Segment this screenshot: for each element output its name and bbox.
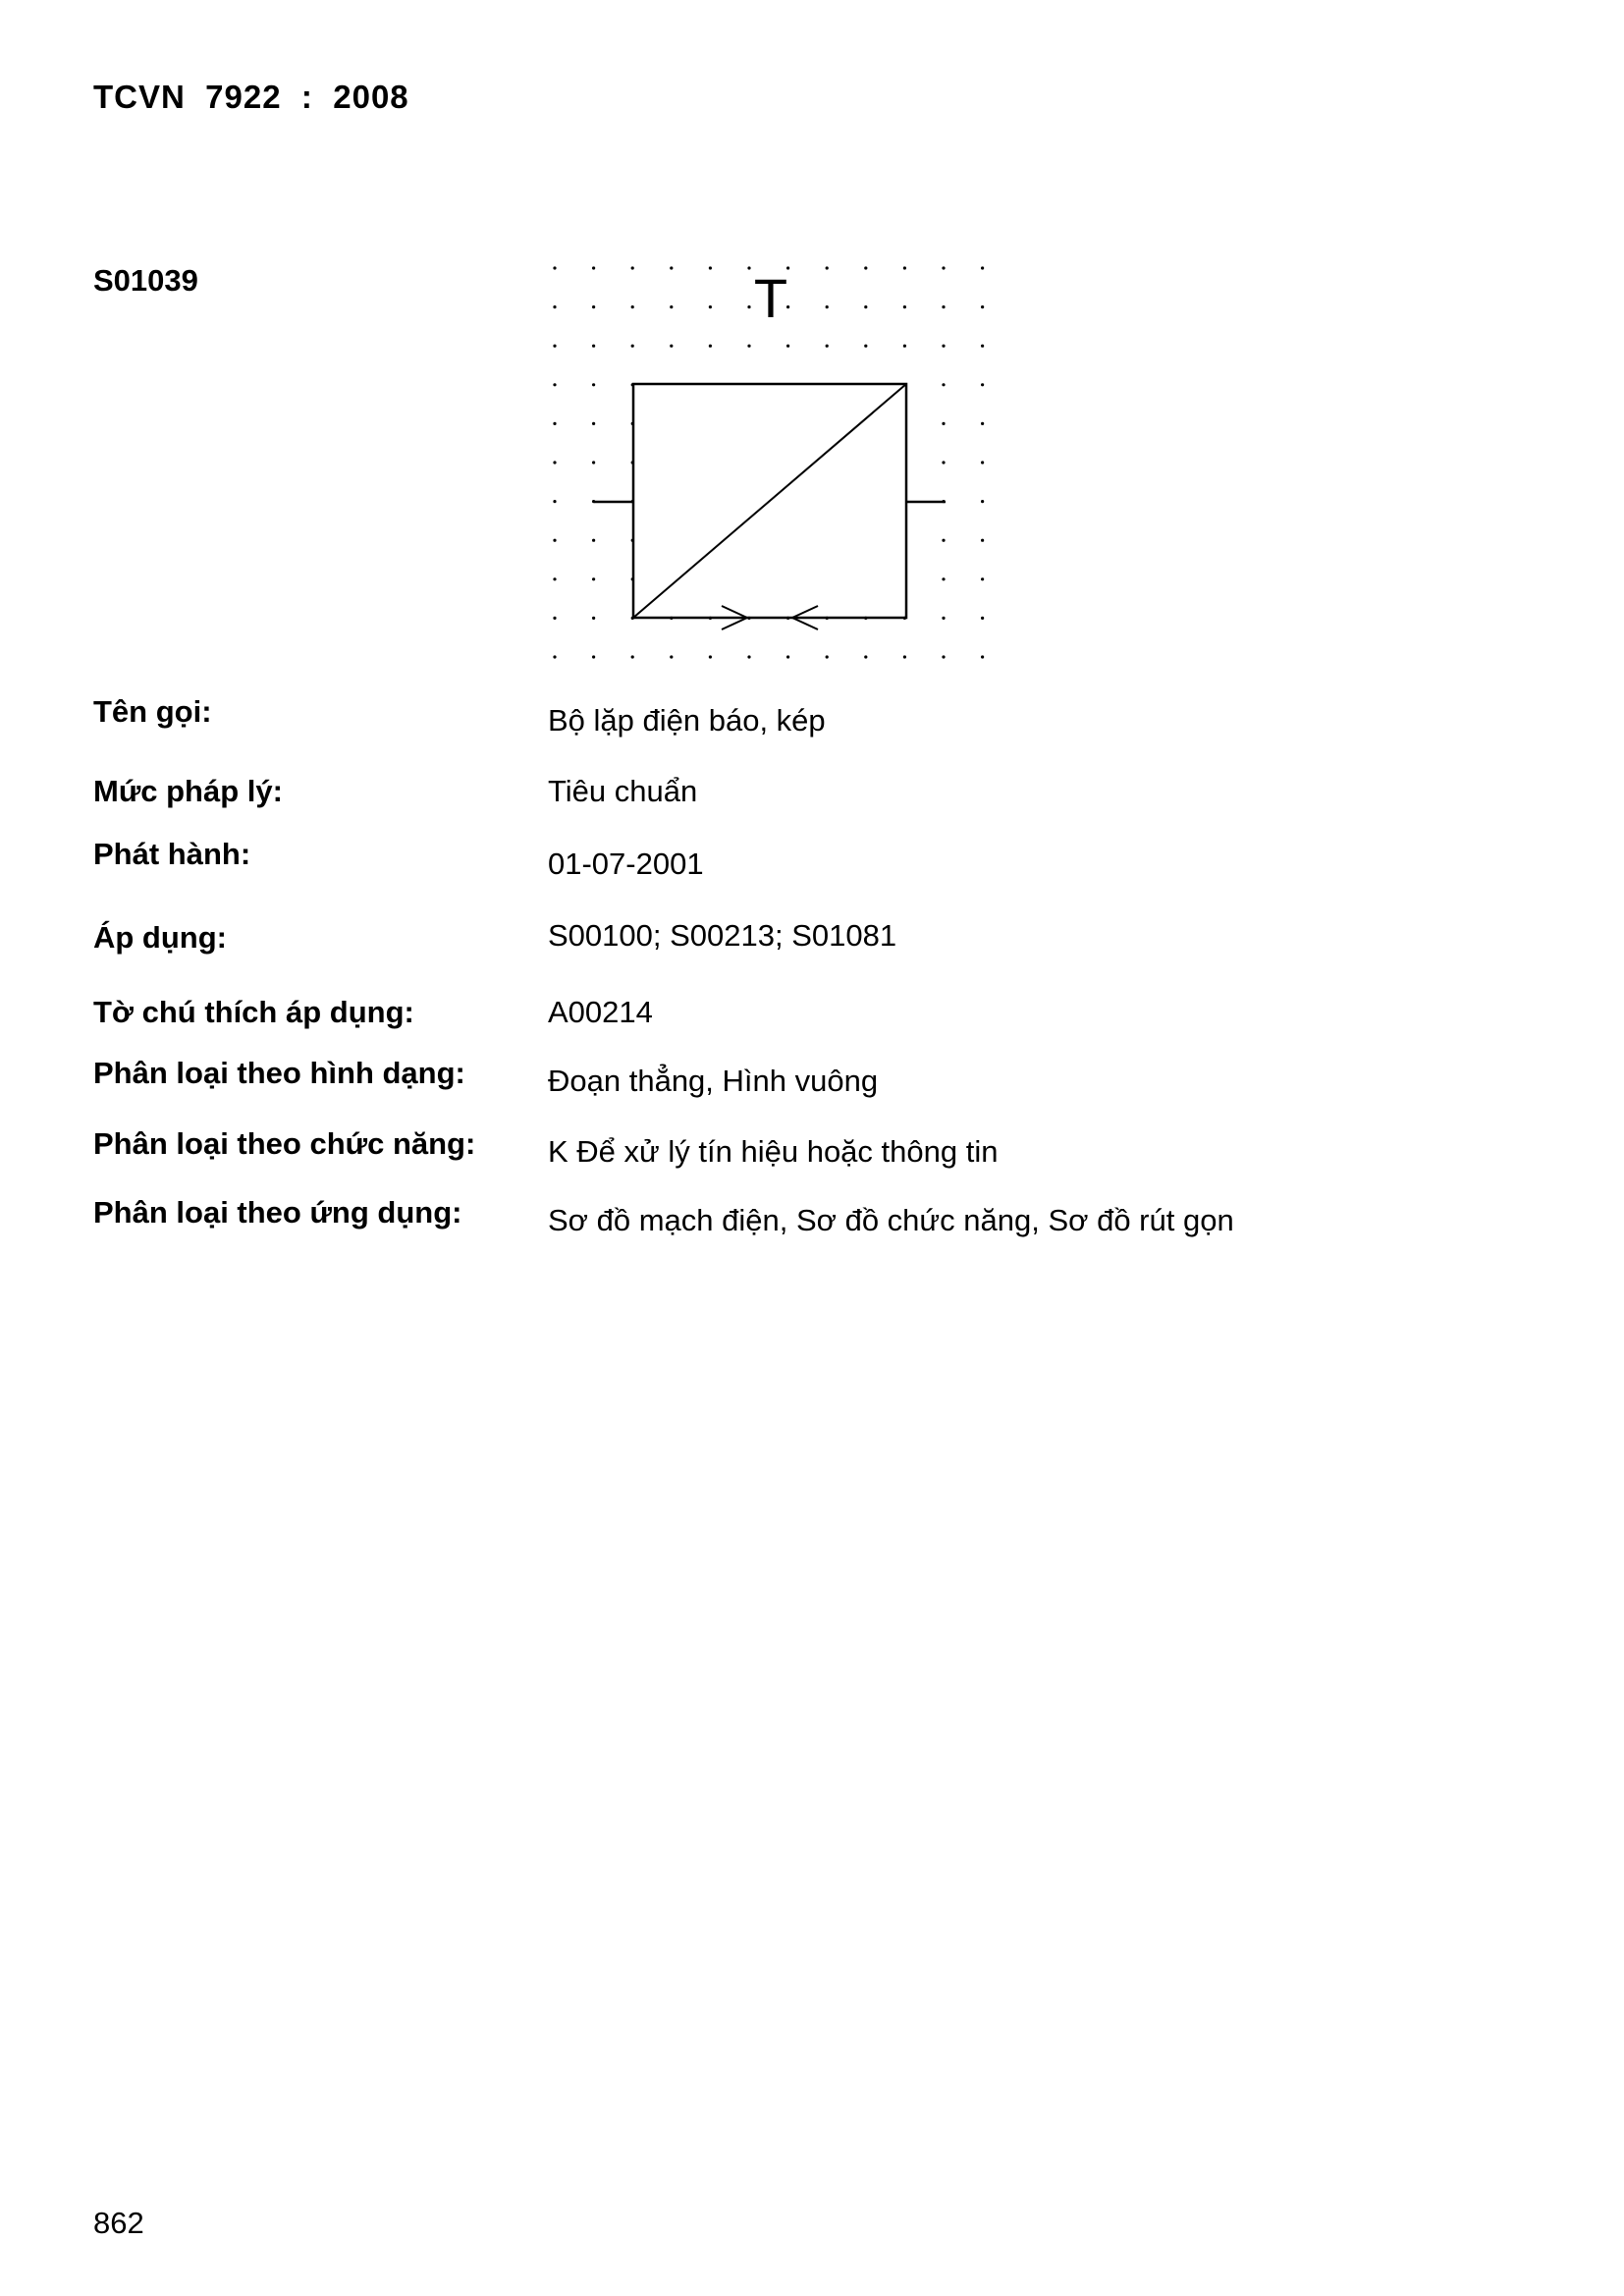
grid-dot xyxy=(553,266,556,269)
grid-dot xyxy=(864,345,867,348)
grid-dot xyxy=(592,461,595,464)
grid-dot xyxy=(864,305,867,308)
grid-dot xyxy=(592,655,595,658)
grid-dot xyxy=(786,655,789,658)
field-value-name: Bộ lặp điện báo, kép xyxy=(548,703,826,738)
grid-dot xyxy=(826,305,829,308)
field-value-shape-class: Đoạn thẳng, Hình vuông xyxy=(548,1064,879,1098)
grid-dot xyxy=(981,345,984,348)
grid-dot xyxy=(709,266,712,269)
grid-dot xyxy=(864,655,867,658)
grid-dot xyxy=(592,422,595,425)
grid-dot xyxy=(942,539,945,542)
grid-dot xyxy=(592,539,595,542)
grid-dot xyxy=(553,539,556,542)
grid-dot xyxy=(670,305,673,308)
grid-dot xyxy=(981,539,984,542)
grid-dot xyxy=(981,305,984,308)
grid-dot xyxy=(553,461,556,464)
symbol-id: S01039 xyxy=(93,263,198,298)
grid-dot xyxy=(864,266,867,269)
symbol-letter: T xyxy=(753,267,788,329)
grid-dot xyxy=(592,266,595,269)
field-label-legal-level: Mức pháp lý: xyxy=(93,774,283,808)
grid-dot xyxy=(553,655,556,658)
page-number: 862 xyxy=(93,2206,144,2240)
grid-dot xyxy=(903,266,906,269)
grid-dot xyxy=(826,345,829,348)
grid-dot xyxy=(592,345,595,348)
grid-dot xyxy=(592,577,595,580)
grid-dot xyxy=(747,655,750,658)
grid-dot xyxy=(631,266,634,269)
grid-dot xyxy=(942,577,945,580)
field-value-applies: S00100; S00213; S01081 xyxy=(548,918,897,953)
grid-dot xyxy=(826,266,829,269)
grid-dot xyxy=(903,655,906,658)
grid-dot xyxy=(942,461,945,464)
grid-dot xyxy=(981,500,984,503)
grid-dot xyxy=(670,345,673,348)
grid-dot xyxy=(553,305,556,308)
grid-dot xyxy=(709,655,712,658)
grid-dot xyxy=(942,345,945,348)
grid-dot xyxy=(942,422,945,425)
field-value-legal-level: Tiêu chuẩn xyxy=(548,774,698,808)
field-value-function-class: K Để xử lý tín hiệu hoặc thông tin xyxy=(548,1134,999,1169)
field-label-issued: Phát hành: xyxy=(93,837,251,871)
field-value-note-sheet: A00214 xyxy=(548,995,653,1029)
grid-dot xyxy=(670,655,673,658)
field-value-application-class: Sơ đồ mạch điện, Sơ đồ chức năng, Sơ đồ rút gọn xyxy=(548,1203,1234,1237)
grid-dot xyxy=(631,345,634,348)
grid-dot xyxy=(981,461,984,464)
standard-code: TCVN 7922 : 2008 xyxy=(93,79,409,115)
grid-dot xyxy=(903,305,906,308)
grid-dot xyxy=(981,617,984,620)
grid-dot xyxy=(631,305,634,308)
field-label-application-class: Phân loại theo ứng dụng: xyxy=(93,1195,462,1230)
grid-dot xyxy=(553,422,556,425)
grid-dot xyxy=(981,577,984,580)
grid-dot xyxy=(592,617,595,620)
grid-dot xyxy=(670,266,673,269)
grid-dot xyxy=(981,422,984,425)
grid-dot xyxy=(553,383,556,386)
grid-dot xyxy=(592,383,595,386)
grid-dot xyxy=(942,266,945,269)
grid-dot xyxy=(981,655,984,658)
field-label-note-sheet: Tờ chú thích áp dụng: xyxy=(93,995,414,1029)
field-label-applies: Áp dụng: xyxy=(93,920,228,955)
grid-dot xyxy=(747,266,750,269)
grid-dot xyxy=(553,617,556,620)
grid-dot xyxy=(942,617,945,620)
grid-dot xyxy=(709,305,712,308)
grid-dot xyxy=(981,266,984,269)
grid-dot xyxy=(747,345,750,348)
grid-dot xyxy=(709,345,712,348)
field-label-name: Tên gọi: xyxy=(93,694,212,729)
grid-dot xyxy=(942,655,945,658)
grid-dot xyxy=(942,305,945,308)
field-label-function-class: Phân loại theo chức năng: xyxy=(93,1126,476,1161)
grid-dot xyxy=(553,345,556,348)
symbol-diagonal xyxy=(633,384,906,618)
grid-dot xyxy=(747,305,750,308)
grid-dot xyxy=(903,345,906,348)
grid-dot xyxy=(826,655,829,658)
grid-dot xyxy=(553,577,556,580)
grid-dot xyxy=(942,383,945,386)
grid-dot xyxy=(981,383,984,386)
field-label-shape-class: Phân loại theo hình dạng: xyxy=(93,1056,465,1090)
grid-dot xyxy=(631,655,634,658)
grid-dot xyxy=(592,305,595,308)
grid-dot xyxy=(553,500,556,503)
symbol-diagram xyxy=(535,250,997,668)
grid-dot xyxy=(786,345,789,348)
field-value-issued: 01-07-2001 xyxy=(548,847,704,881)
